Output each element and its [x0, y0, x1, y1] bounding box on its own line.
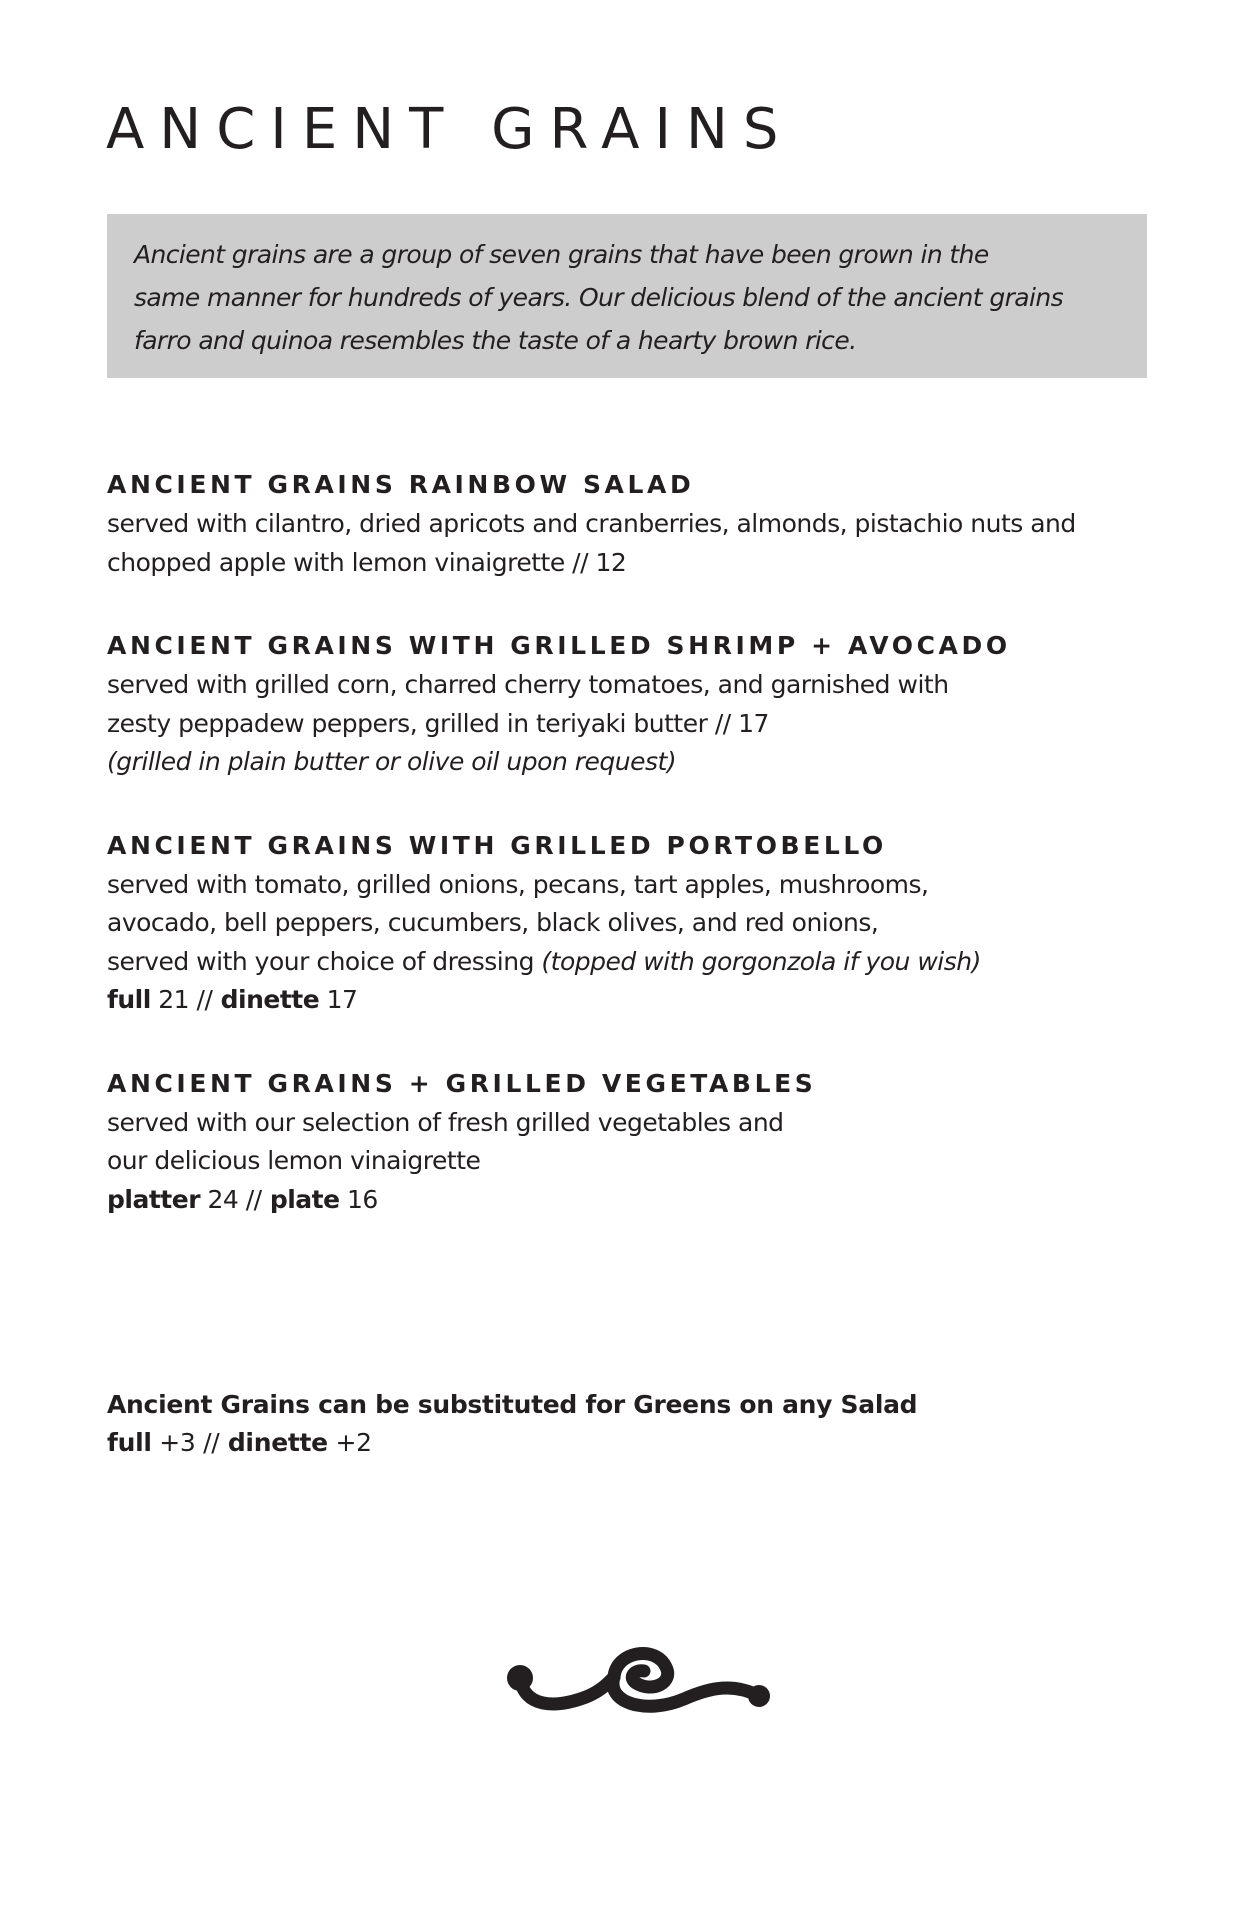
description-line: our delicious lemon vinaigrette: [107, 1146, 481, 1175]
substitution-note: [107, 1386, 1147, 1462]
item-name: ANCIENT GRAINS WITH GRILLED PORTOBELLO: [107, 830, 887, 860]
item-description: [107, 505, 1147, 582]
menu-item-shrimp-avocado: [107, 627, 1147, 782]
menu-item-grilled-vegetables: [107, 1065, 1147, 1220]
size-price: 21: [150, 985, 197, 1014]
item-name: ANCIENT GRAINS + GRILLED VEGETABLES: [107, 1068, 817, 1098]
intro-line: farro and quinoa resembles the taste of a hearty brown rice.: [134, 326, 857, 355]
item-name: ANCIENT GRAINS WITH GRILLED SHRIMP + AVOCADO: [107, 631, 1011, 660]
size-price: 17: [319, 985, 358, 1014]
description-text: zesty peppadew peppers, grilled in teriyaki butter: [107, 708, 708, 738]
price-separator: //: [707, 708, 739, 738]
size-label: dinette: [219, 1428, 328, 1457]
size-price: +2: [327, 1428, 372, 1457]
intro-line: same manner for hundreds of years. Our delicious blend of the ancient grains: [134, 283, 1064, 312]
menu-list: [107, 466, 1147, 1264]
item-description: [107, 666, 1147, 782]
item-name: ANCIENT GRAINS RAINBOW SALAD: [107, 470, 695, 499]
swirl-ornament-icon: [506, 1633, 772, 1723]
size-prices: [107, 981, 1147, 1020]
intro-line: Ancient grains are a group of seven grains that have been grown in the: [134, 240, 989, 269]
description-line: served with cilantro, dried apricots and cranberries, almonds, pistachio nuts and: [107, 509, 1076, 538]
price-separator: //: [564, 547, 596, 577]
menu-item-portobello: [107, 827, 1147, 1020]
item-description: [107, 866, 1147, 1020]
swirl-loop: [614, 1654, 668, 1687]
size-label: full: [107, 1428, 152, 1457]
size-price: 24: [200, 1184, 246, 1214]
size-prices: [107, 1424, 1147, 1462]
size-label: dinette: [212, 985, 320, 1014]
description-line: [107, 705, 1147, 744]
menu-item-rainbow-salad: [107, 466, 1147, 582]
description-line: avocado, bell peppers, cucumbers, black olives, and red onions,: [107, 908, 879, 937]
price-separator: //: [245, 1184, 262, 1214]
page-title: ANCIENT GRAINS: [106, 97, 794, 162]
description-line: [107, 943, 1147, 982]
substitution-text: Ancient Grains can be substituted for Greens on any Salad: [107, 1390, 918, 1419]
size-prices: [107, 1181, 1147, 1220]
price-separator: //: [196, 985, 213, 1014]
intro-text: [134, 233, 1134, 362]
size-label: platter: [107, 1184, 201, 1214]
description-line: [107, 544, 1147, 583]
size-price: 16: [339, 1184, 378, 1214]
item-price: 12: [595, 547, 627, 577]
item-price: 17: [738, 708, 769, 738]
size-label: full: [107, 985, 151, 1014]
item-note: (topped with gorgonzola if you wish): [541, 946, 981, 976]
price-separator: //: [203, 1428, 220, 1457]
description-text: served with your choice of dressing: [107, 946, 542, 976]
size-price: +3: [151, 1428, 204, 1457]
item-description: [107, 1104, 1147, 1220]
description-line: served with tomato, grilled onions, pecans, tart apples, mushrooms,: [107, 869, 929, 899]
description-text: chopped apple with lemon vinaigrette: [107, 547, 565, 577]
description-line: served with grilled corn, charred cherry tomatoes, and garnished with: [107, 670, 949, 699]
description-line: served with our selection of fresh grilled vegetables and: [107, 1107, 784, 1137]
intro-box: [107, 214, 1147, 378]
item-note: (grilled in plain butter or olive oil upon request): [107, 747, 677, 776]
size-label: plate: [261, 1184, 340, 1214]
swirl-stroke: [520, 1677, 614, 1704]
